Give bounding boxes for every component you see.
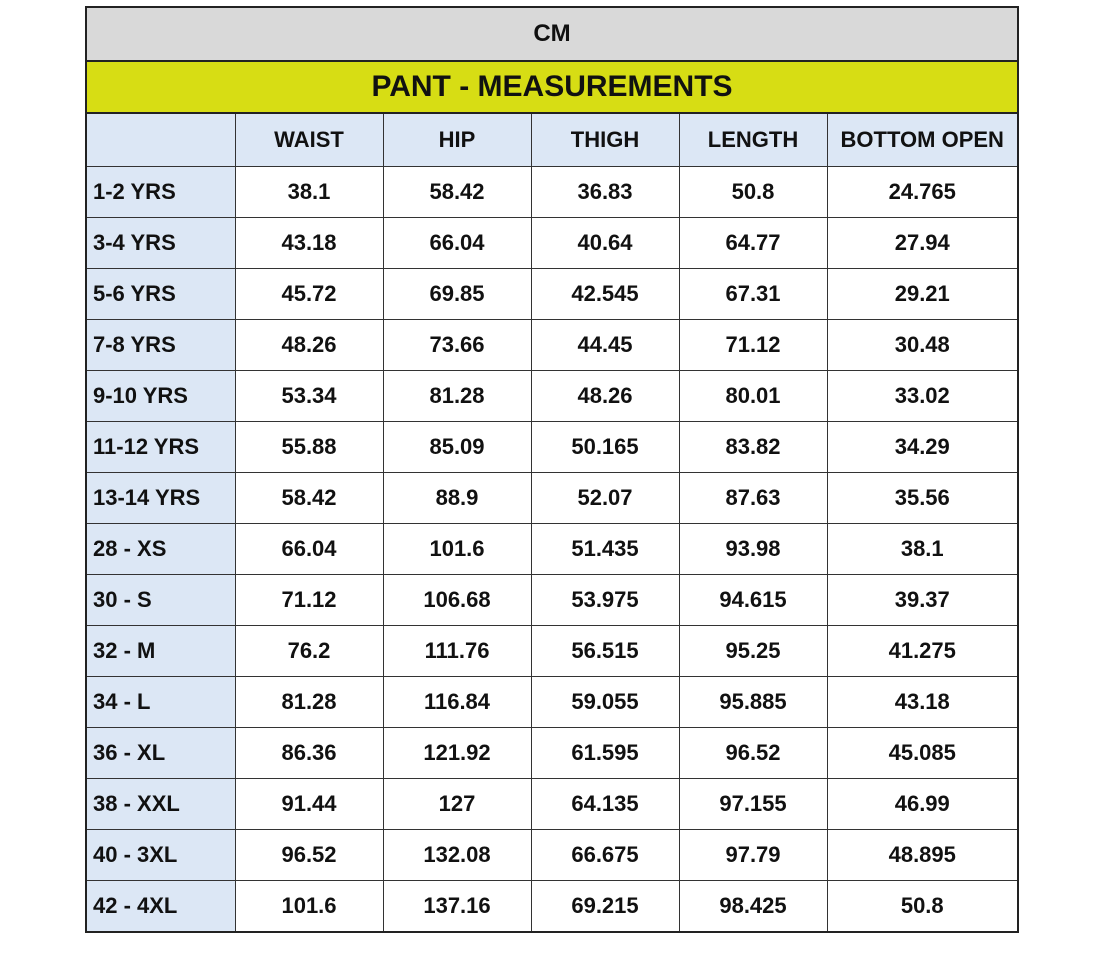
measurement-cell: 40.64 [531,217,679,268]
table-row [87,676,1017,727]
table-row [87,727,1017,778]
column-header-hip: HIP [383,114,531,166]
measurement-cell: 96.52 [679,727,827,778]
measurement-cell: 41.275 [827,625,1017,676]
measurement-cell: 66.04 [383,217,531,268]
table-row [87,880,1017,931]
measurement-cell: 69.85 [383,268,531,319]
table-row [87,421,1017,472]
size-label: 1-2 YRS [87,166,235,217]
measurement-cell: 38.1 [827,523,1017,574]
measurement-cell: 42.545 [531,268,679,319]
measurement-cell: 35.56 [827,472,1017,523]
measurement-cell: 44.45 [531,319,679,370]
measurement-cell: 50.8 [679,166,827,217]
measurement-cell: 116.84 [383,676,531,727]
measurement-cell: 64.77 [679,217,827,268]
measurement-cell: 81.28 [235,676,383,727]
measurement-cell: 43.18 [235,217,383,268]
table-row [87,319,1017,370]
size-label: 5-6 YRS [87,268,235,319]
measurement-cell: 50.165 [531,421,679,472]
measurement-cell: 97.79 [679,829,827,880]
column-header-length: LENGTH [679,114,827,166]
measurement-cell: 50.8 [827,880,1017,931]
measurement-cell: 121.92 [383,727,531,778]
measurement-table [87,114,1017,931]
size-label: 30 - S [87,574,235,625]
table-row [87,778,1017,829]
table-row [87,625,1017,676]
column-header-waist: WAIST [235,114,383,166]
measurement-cell: 97.155 [679,778,827,829]
size-chart [85,6,1019,933]
measurement-cell: 45.085 [827,727,1017,778]
column-header-thigh: THIGH [531,114,679,166]
size-label: 32 - M [87,625,235,676]
size-label: 9-10 YRS [87,370,235,421]
measurement-cell: 101.6 [383,523,531,574]
measurement-cell: 73.66 [383,319,531,370]
size-label: 28 - XS [87,523,235,574]
table-row [87,523,1017,574]
measurement-cell: 111.76 [383,625,531,676]
measurement-cell: 96.52 [235,829,383,880]
measurement-cell: 51.435 [531,523,679,574]
measurement-cell: 66.675 [531,829,679,880]
measurement-cell: 91.44 [235,778,383,829]
measurement-cell: 48.26 [235,319,383,370]
measurement-cell: 56.515 [531,625,679,676]
measurement-cell: 36.83 [531,166,679,217]
size-label: 40 - 3XL [87,829,235,880]
table-row [87,217,1017,268]
measurement-cell: 95.885 [679,676,827,727]
measurement-cell: 59.055 [531,676,679,727]
measurement-cell: 58.42 [383,166,531,217]
size-label: 34 - L [87,676,235,727]
corner-cell [87,114,235,166]
measurement-cell: 88.9 [383,472,531,523]
measurement-cell: 94.615 [679,574,827,625]
table-row [87,166,1017,217]
size-label: 42 - 4XL [87,880,235,931]
measurement-cell: 45.72 [235,268,383,319]
chart-title: PANT - MEASUREMENTS [87,62,1017,114]
measurement-cell: 80.01 [679,370,827,421]
measurement-cell: 93.98 [679,523,827,574]
measurement-cell: 27.94 [827,217,1017,268]
measurement-cell: 29.21 [827,268,1017,319]
measurement-cell: 101.6 [235,880,383,931]
measurement-cell: 106.68 [383,574,531,625]
size-label: 13-14 YRS [87,472,235,523]
measurement-cell: 46.99 [827,778,1017,829]
measurement-cell: 30.48 [827,319,1017,370]
measurement-cell: 38.1 [235,166,383,217]
measurement-cell: 86.36 [235,727,383,778]
measurement-cell: 33.02 [827,370,1017,421]
table-row [87,268,1017,319]
measurement-cell: 71.12 [235,574,383,625]
measurement-cell: 137.16 [383,880,531,931]
measurement-cell: 76.2 [235,625,383,676]
size-label: 7-8 YRS [87,319,235,370]
measurement-cell: 61.595 [531,727,679,778]
table-row [87,829,1017,880]
measurement-cell: 48.26 [531,370,679,421]
unit-banner: CM [87,8,1017,62]
size-label: 3-4 YRS [87,217,235,268]
measurement-cell: 127 [383,778,531,829]
size-label: 36 - XL [87,727,235,778]
measurement-cell: 34.29 [827,421,1017,472]
measurement-cell: 132.08 [383,829,531,880]
measurement-cell: 55.88 [235,421,383,472]
measurement-cell: 95.25 [679,625,827,676]
header-row [87,114,1017,166]
measurement-cell: 24.765 [827,166,1017,217]
measurement-cell: 58.42 [235,472,383,523]
measurement-cell: 71.12 [679,319,827,370]
table-row [87,370,1017,421]
measurement-cell: 53.975 [531,574,679,625]
measurement-cell: 53.34 [235,370,383,421]
measurement-cell: 98.425 [679,880,827,931]
measurement-cell: 64.135 [531,778,679,829]
table-row [87,472,1017,523]
measurement-cell: 81.28 [383,370,531,421]
measurement-cell: 39.37 [827,574,1017,625]
measurement-cell: 66.04 [235,523,383,574]
measurement-cell: 87.63 [679,472,827,523]
measurement-cell: 48.895 [827,829,1017,880]
column-header-bottom-open: BOTTOM OPEN [827,114,1017,166]
size-label: 38 - XXL [87,778,235,829]
size-label: 11-12 YRS [87,421,235,472]
measurement-cell: 85.09 [383,421,531,472]
measurement-cell: 43.18 [827,676,1017,727]
measurement-cell: 83.82 [679,421,827,472]
table-row [87,574,1017,625]
measurement-cell: 67.31 [679,268,827,319]
measurement-cell: 69.215 [531,880,679,931]
measurement-cell: 52.07 [531,472,679,523]
